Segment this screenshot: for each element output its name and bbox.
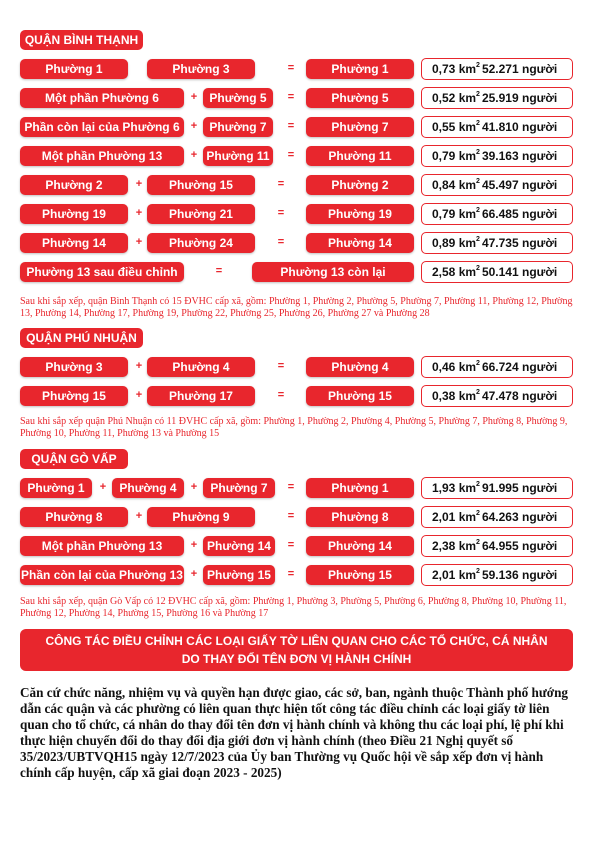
ward-a: Phường 1 (20, 478, 92, 498)
equals-sign: = (287, 510, 295, 522)
plus-sign: + (135, 207, 143, 219)
ward-result: Phường 2 (306, 175, 414, 195)
ward-result: Phường 1 (306, 478, 414, 498)
ward-result: Phường 5 (306, 88, 414, 108)
ward-b: Phường 15 (203, 565, 275, 585)
ward-result: Phường 15 (306, 386, 414, 406)
equals-sign: = (287, 91, 295, 103)
guidance-banner (20, 629, 573, 671)
ward-stats: 2,01 km $^2$ 64.263 người (421, 506, 573, 528)
ward-a: Phường 1 (20, 59, 128, 79)
ward-a: Phần còn lại của Phường 13 (20, 565, 184, 585)
ward-b: Phường 9 (147, 507, 255, 527)
ward-a: Phường 3 (20, 357, 128, 377)
section-title-go-vap: QUẬN GÒ VẤP (20, 449, 128, 469)
equals-sign: = (277, 207, 285, 219)
ward-a: Phường 2 (20, 175, 128, 195)
section-note: Sau khi sắp xếp quận Phú Nhuận có 11 ĐVHC cấp xã, gồm: Phường 1, Phường 2, Phường 4, Phường 5, Phường 7, Phường 8, Phường 9, Phường 10, Phường 11, Phường 13 và Phường 15 (20, 416, 568, 439)
ward-a: Một phần Phường 13 (20, 536, 184, 556)
banner-line-1: CÔNG TÁC ĐIỀU CHỈNH CÁC LOẠI GIẤY TỜ LIÊN QUAN CHO CÁC TỔ CHỨC, CÁ NHÂN (45, 634, 548, 648)
ward-stats: 2,38 km $^2$ 64.955 người (421, 535, 573, 557)
section-title-phu-nhuan: QUẬN PHÚ NHUẬN (20, 328, 143, 348)
ward-result: Phường 1 (306, 59, 414, 79)
ward-b: Phường 7 (203, 117, 273, 137)
equals-sign: = (287, 120, 295, 132)
plus-sign: + (190, 149, 198, 161)
plus-sign: + (190, 91, 198, 103)
section-note: Sau khi sắp xếp, quận Bình Thạnh có 15 ĐVHC cấp xã, gồm: Phường 1, Phường 2, Phường 5, Phường 7, Phường 11, Phường 12, Phường 13, Phường 14, Phường 17, Phường 19, Phường 22, Phường 25, Phường 26, Phường 27 và Phường 28 (20, 296, 573, 319)
plus-sign: + (190, 120, 198, 132)
guidance-paragraph: Căn cứ chức năng, nhiệm vụ và quyền hạn được giao, các sở, ban, ngành thuộc Thành phố hướng dẫn các quận và các phường có liên quan thực hiện tốt công tác điều chỉnh các loại giấy tờ liên quan cho tổ chức, cá nhân do thay đổi tên đơn vị hành chính và không thu các loại phí, lệ phí khi thực hiện chuyển đổi do thay đổi địa giới đơn vị hành chính (theo Điều 21 Nghị quyết số 35/2023/UBTVQH15 ngày 12/7/2023 của Ủy ban Thường vụ Quốc hội về sắp xếp đơn vị hành chính cấp huyện, cấp xã giai đoạn 2023 - 2025) (20, 685, 568, 780)
equals-sign: = (287, 149, 295, 161)
ward-b: Phường 15 (147, 175, 255, 195)
ward-stats: 0,55 km $^2$ 41.810 người (421, 116, 573, 138)
ward-stats: 0,46 km $^2$ 66.724 người (421, 356, 573, 378)
ward-stats: 0,52 km $^2$ 25.919 người (421, 87, 573, 109)
ward-a: Phường 13 sau điều chỉnh (20, 262, 184, 282)
plus-sign: + (135, 510, 143, 522)
plus-sign: + (135, 389, 143, 401)
equals-sign: = (287, 568, 295, 580)
ward-b: Phường 4 (147, 357, 255, 377)
ward-a: Một phần Phường 6 (20, 88, 184, 108)
equals-sign: = (277, 178, 285, 190)
ward-a: Phường 8 (20, 507, 128, 527)
ward-stats: 0,84 km $^2$ 45.497 người (421, 174, 573, 196)
section-note: Sau khi sắp xếp, quận Gò Vấp có 12 ĐVHC cấp xã, gồm: Phường 1, Phường 3, Phường 5, Phường 6, Phường 8, Phường 10, Phường 11, Phường 12, Phường 14, Phường 15, Phường 16 và Phường 17 (20, 596, 567, 619)
ward-b: Phường 24 (147, 233, 255, 253)
ward-result: Phường 14 (306, 233, 414, 253)
plus-sign: + (135, 360, 143, 372)
ward-a: Phường 14 (20, 233, 128, 253)
ward-b: Phường 14 (203, 536, 275, 556)
ward-stats: 0,79 km $^2$ 39.163 người (421, 145, 573, 167)
equals-sign: = (277, 360, 285, 372)
ward-b: Phường 4 (112, 478, 184, 498)
ward-c: Phường 7 (203, 478, 275, 498)
ward-stats: 1,93 km $^2$ 91.995 người (421, 477, 573, 499)
ward-a: Phường 19 (20, 204, 128, 224)
plus-sign: + (190, 481, 198, 493)
plus-sign: + (190, 568, 198, 580)
ward-result: Phường 8 (306, 507, 414, 527)
ward-stats: 0,38 km $^2$ 47.478 người (421, 385, 573, 407)
ward-a: Một phần Phường 13 (20, 146, 184, 166)
equals-sign: = (215, 265, 223, 277)
ward-b: Phường 11 (203, 146, 273, 166)
section-title-binh-thanh: QUẬN BÌNH THẠNH (20, 30, 143, 50)
plus-sign: + (99, 481, 107, 493)
banner-line-2: DO THAY ĐỔI TÊN ĐƠN VỊ HÀNH CHÍNH (181, 652, 412, 666)
ward-stats: 0,73 km $^2$ 52.271 người (421, 58, 573, 80)
ward-a: Phần còn lại của Phường 6 (20, 117, 184, 137)
ward-result: Phường 4 (306, 357, 414, 377)
plus-sign: + (190, 539, 198, 551)
ward-stats: 2,58 km $^2$ 50.141 người (421, 261, 573, 283)
equals-sign: = (287, 539, 295, 551)
ward-stats: 2,01 km $^2$ 59.136 người (421, 564, 573, 586)
equals-sign: = (287, 481, 295, 493)
equals-sign: = (277, 389, 285, 401)
ward-b: Phường 21 (147, 204, 255, 224)
plus-sign: + (135, 178, 143, 190)
ward-b: Phường 5 (203, 88, 273, 108)
ward-b: Phường 17 (147, 386, 255, 406)
ward-result: Phường 14 (306, 536, 414, 556)
ward-result: Phường 13 còn lại (252, 262, 414, 282)
ward-result: Phường 7 (306, 117, 414, 137)
ward-result: Phường 11 (306, 146, 414, 166)
equals-sign: = (277, 236, 285, 248)
ward-stats: 0,89 km $^2$ 47.735 người (421, 232, 573, 254)
ward-stats: 0,79 km $^2$ 66.485 người (421, 203, 573, 225)
ward-result: Phường 19 (306, 204, 414, 224)
plus-sign: + (135, 236, 143, 248)
ward-b: Phường 3 (147, 59, 255, 79)
ward-result: Phường 15 (306, 565, 414, 585)
equals-sign: = (287, 62, 295, 74)
ward-a: Phường 15 (20, 386, 128, 406)
